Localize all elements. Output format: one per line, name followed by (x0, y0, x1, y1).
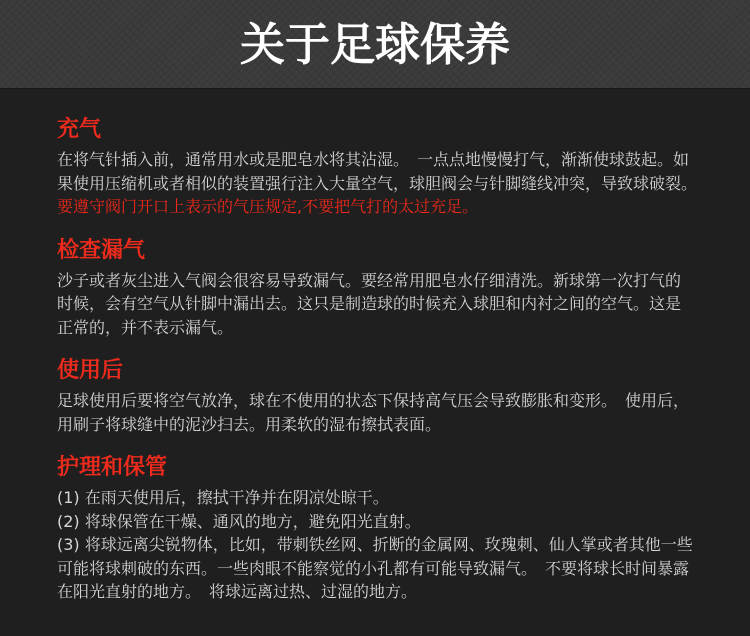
section-care-storage-heading: 护理和保管 (57, 455, 168, 480)
section-inflation (57, 117, 706, 219)
section-leak-check-heading: 检查漏气 (57, 237, 146, 263)
section-after-use-heading: 使用后 (57, 358, 124, 383)
section-after-use-body: 足球使用后要将空气放净，球在不使用的状态下保持高气压会导致膨胀和变形。 使用后，用刷子将球缝中的泥沙扫去。用柔软的湿布擦拭表面。 (57, 391, 690, 434)
care-item-3: (3) 将球远离尖锐物体，比如，带刺铁丝网、折断的金属网、玫瑰刺、仙人掌或者其他一些可能将球刺破的东西。一些肉眼不能察觉的小孔都有可能导致漏气。 不要将球长时间暴露在阳光直射的地方。 将球远离过热、过湿的地方。 (57, 535, 693, 601)
section-inflation-heading: 充气 (57, 117, 102, 142)
section-after-use (57, 359, 695, 436)
inflation-warning-text: 要遵守阀门开口上表示的气压规定,不要把气打的太过充足。 (57, 173, 706, 216)
care-guide-content (0, 89, 750, 604)
section-inflation-body (57, 148, 706, 219)
inflation-body-text: 在将气针插入前，通常用水或是肥皂水将其沾湿。 一点点地慢慢打气，渐渐使球鼓起。如果使用压缩机或者相似的装置强行注入大量空气，球胆阀会与针脚缝线冲突，导致球破裂。 (57, 150, 690, 193)
care-item-1: (1) 在雨天使用后，擦拭干净并在阴凉处晾干。 (57, 488, 389, 507)
section-leak-check-body: 沙子或者灰尘进入气阀会很容易导致漏气。要经常用肥皂水仔细清洗。新球第一次打气的时候，会有空气从针脚中漏出去。这只是制造球的时候充入球胆和内衬之间的空气。这是正常的，并不表示漏气。 (57, 270, 682, 337)
section-care-storage (57, 456, 695, 604)
care-item-2: (2) 将球保管在干燥、通风的地方，避免阳光直射。 (57, 511, 421, 531)
page-header (0, 0, 750, 89)
section-leak-check (57, 239, 695, 340)
page-title: 关于足球保养 (239, 17, 510, 71)
